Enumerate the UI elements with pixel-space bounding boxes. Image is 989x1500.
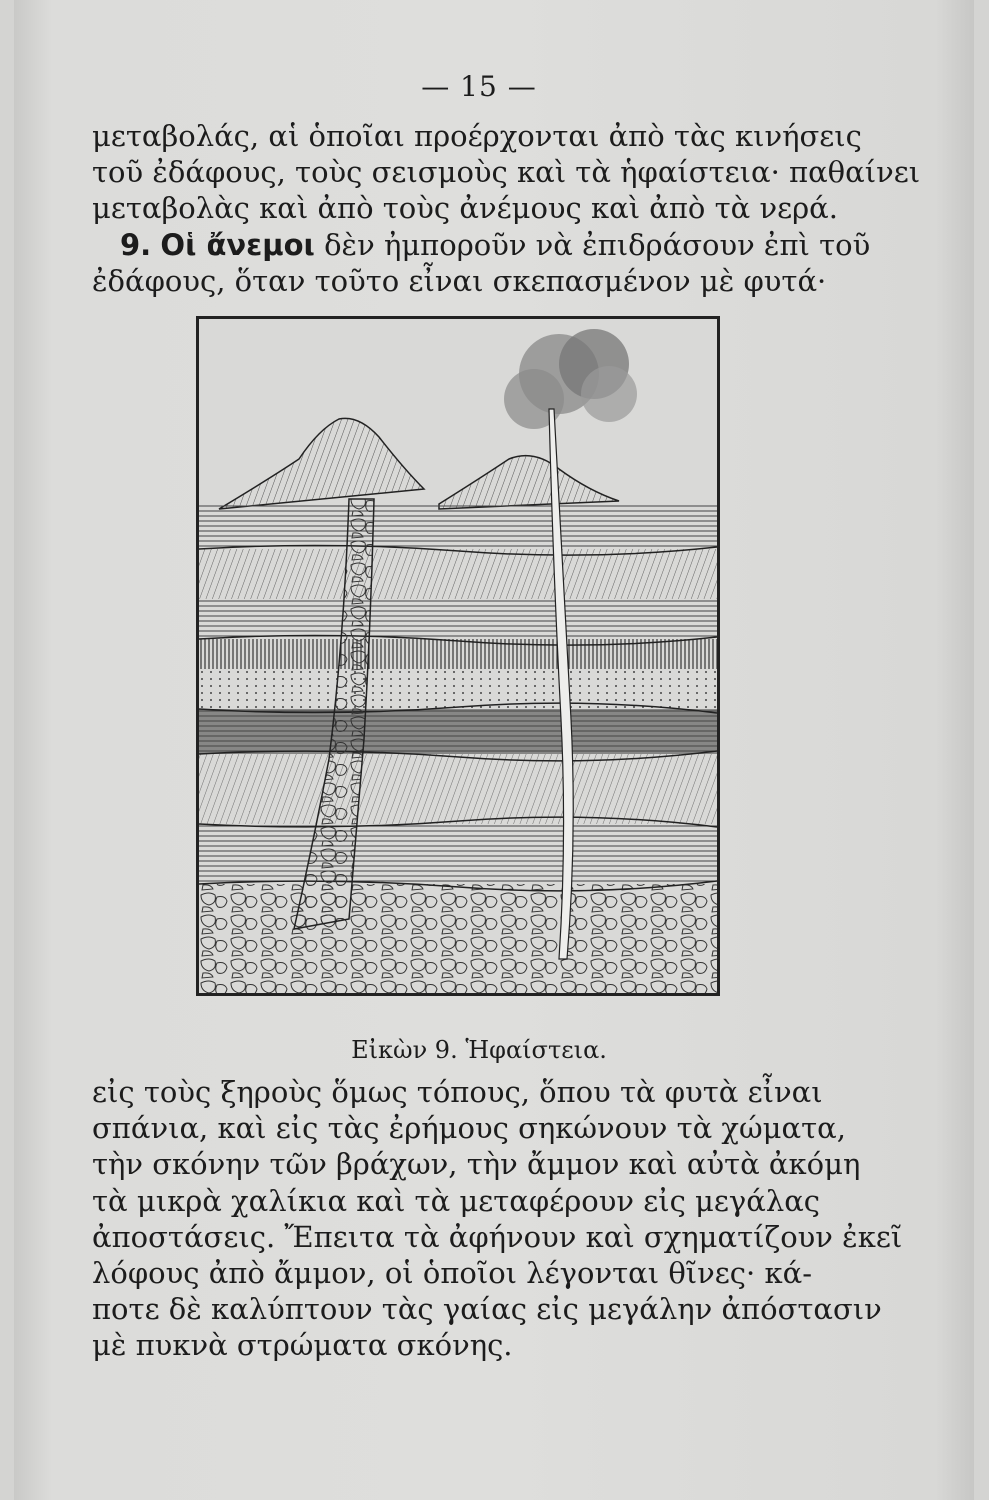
page-number: — 15 — (421, 70, 537, 103)
volcano-illustration (196, 316, 720, 996)
text-line: ἀποστάσεις. Ἔπειτα τὰ ἀφήνουν καὶ σχηματίζουν ἐκεῖ (92, 1219, 903, 1254)
section-number: 9. (120, 227, 152, 262)
book-page (14, 0, 974, 1500)
text-line: ἐδάφους, ὅταν τοῦτο εἶναι σκεπασμένον μὲ φυτά· (92, 263, 827, 298)
figure-caption: Εἰκὼν 9. Ἡφαίστεια. (351, 1036, 607, 1064)
section-line-rest: δὲν ἠμποροῦν νὰ ἐπιδράσουν ἐπὶ τοῦ (324, 227, 871, 262)
text-line: μεταβολὰς καὶ ἀπὸ τοὺς ἀνέμους καὶ ἀπὸ τὰ νερά. (92, 191, 838, 226)
bottom-paragraph (92, 1074, 903, 1364)
section-term: Οἱ ἄνεμοι (160, 227, 315, 262)
text-line: εἰς τοὺς ξηροὺς ὅμως τόπους, ὅπου τὰ φυτὰ εἶναι (92, 1075, 823, 1109)
text-line: τὴν σκόνην τῶν βράχων, τὴν ἄμμον καὶ αὐτὰ ἀκόμη (92, 1147, 861, 1182)
text-line: τοῦ ἐδάφους, τοὺς σεισμοὺς καὶ τὰ ἡφαίστεια· παθαίνει (92, 155, 921, 190)
rock-strata (199, 504, 717, 993)
text-line: ποτε δὲ καλύπτουν τὰς γαίας εἰς μεγάλην ἀπόστασιν (92, 1292, 882, 1327)
top-paragraph (92, 118, 921, 299)
text-line: μὲ πυκνὰ στρώματα σκόνης. (92, 1328, 513, 1363)
text-line: σπάνια, καὶ εἰς τὰς ἐρήμους σηκώνουν τὰ χώματα, (92, 1111, 846, 1146)
section-9-heading-line (92, 227, 871, 263)
text-line: λόφους ἀπὸ ἄμμον, οἱ ὁποῖοι λέγονται θῖνες· κά- (92, 1256, 812, 1291)
text-line: τὰ μικρὰ χαλίκια καὶ τὰ μεταφέρουν εἰς μεγάλας (92, 1183, 821, 1218)
text-line: μεταβολάς, αἱ ὁποῖαι προέρχονται ἀπὸ τὰς κινήσεις (92, 119, 862, 153)
